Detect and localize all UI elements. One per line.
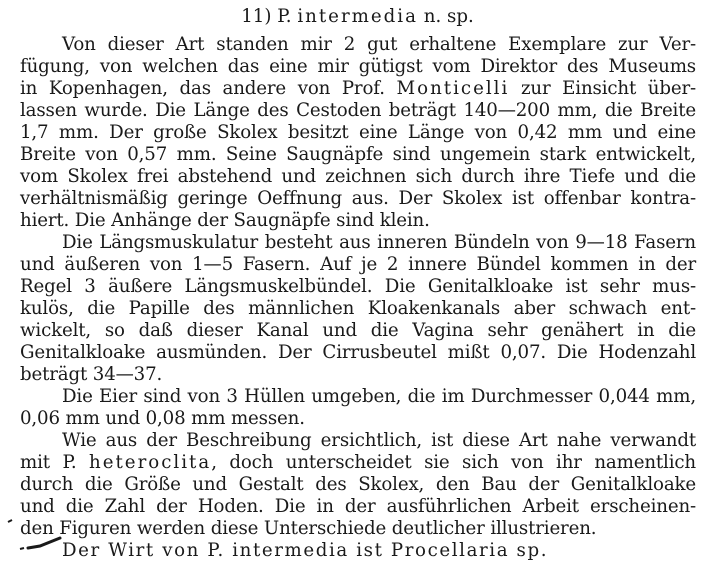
- species-name: intermedia: [232, 540, 349, 561]
- person-name: Monticelli: [396, 78, 510, 99]
- text-line: wickelt, so daß dieser Kanal und die Vagina sehr genähert in die: [20, 320, 696, 341]
- section-heading: [0, 6, 715, 28]
- text-line: 1,7 mm. Der große Skolex besitzt eine Länge von 0,42 mm und eine: [20, 122, 696, 143]
- text-segment: , doch unterscheidet sie sich von ihr namentlich: [211, 452, 696, 473]
- text-line: kulös, die Papille des männlichen Kloakenkanals aber schwach ent-: [20, 298, 696, 319]
- text-line: Die Längsmuskulatur besteht aus inneren Bündeln von 9—18 Fasern: [62, 232, 696, 253]
- text-line: Wie aus der Beschreibung ersichtlich, ist diese Art nahe verwandt: [62, 430, 696, 451]
- text-line: [62, 540, 696, 562]
- text-line: durch die Größe und Gestalt des Skolex, den Bau der Genitalkloake: [20, 474, 696, 495]
- species-name: heteroclita: [89, 452, 212, 473]
- text-line: beträgt 34—37.: [20, 364, 163, 385]
- text-line: fügung, von welchen das eine mir gütigst vom Direktor des Museums: [20, 56, 696, 77]
- text-segment: Der Wirt von P.: [62, 540, 225, 561]
- text-segment: zur Einsicht über-: [520, 78, 696, 99]
- host-name: Procellaria sp.: [390, 540, 549, 561]
- text-segment: in Kopenhagen, das andere von Prof.: [20, 78, 385, 99]
- text-line: vom Skolex frei abstehend und zeichnen sich durch ihre Tiefe und die: [20, 166, 696, 187]
- text-line: Die Eier sind von 3 Hüllen umgeben, die im Durchmesser 0,044 mm,: [62, 386, 696, 407]
- text-line: Genitalkloake ausmünden. Der Cirrusbeutel mißt 0,07. Die Hodenzahl: [20, 342, 696, 363]
- text-segment: mit P.: [20, 452, 77, 473]
- text-line: [20, 78, 696, 100]
- text-segment: ist: [356, 540, 384, 561]
- text-line: 0,06 mm und 0,08 mm messen.: [20, 408, 305, 429]
- text-line: [20, 452, 696, 474]
- text-line: Breite von 0,57 mm. Seine Saugnäpfe sind ungemein stark entwickelt,: [20, 144, 696, 165]
- text-line: verhältnismäßig geringe Oeffnung aus. Der Skolex ist offenbar kontra-: [20, 188, 696, 209]
- pen-mark-icon: [6, 508, 66, 554]
- heading-suffix: n. sp.: [423, 6, 474, 27]
- text-line: lassen wurde. Die Länge des Cestoden beträgt 140—200 mm, die Breite: [20, 100, 696, 121]
- text-line: hiert. Die Anhänge der Saugnäpfe sind klein.: [20, 210, 430, 231]
- text-line: und äußeren von 1—5 Fasern. Auf je 2 innere Bündel kommen in der: [20, 254, 696, 275]
- text-line: den Figuren werden diese Unterschiede deutlicher illustrieren.: [20, 518, 597, 539]
- heading-number: 11) P.: [241, 6, 292, 27]
- text-line: Von dieser Art standen mir 2 gut erhaltene Exemplare zur Ver-: [62, 34, 696, 55]
- text-line: Regel 3 äußere Längsmuskelbündel. Die Genitalkloake ist sehr mus-: [20, 276, 696, 297]
- heading-species: intermedia: [297, 6, 418, 27]
- text-line: und die Zahl der Hoden. Die in der ausführlichen Arbeit erscheinen-: [20, 496, 696, 517]
